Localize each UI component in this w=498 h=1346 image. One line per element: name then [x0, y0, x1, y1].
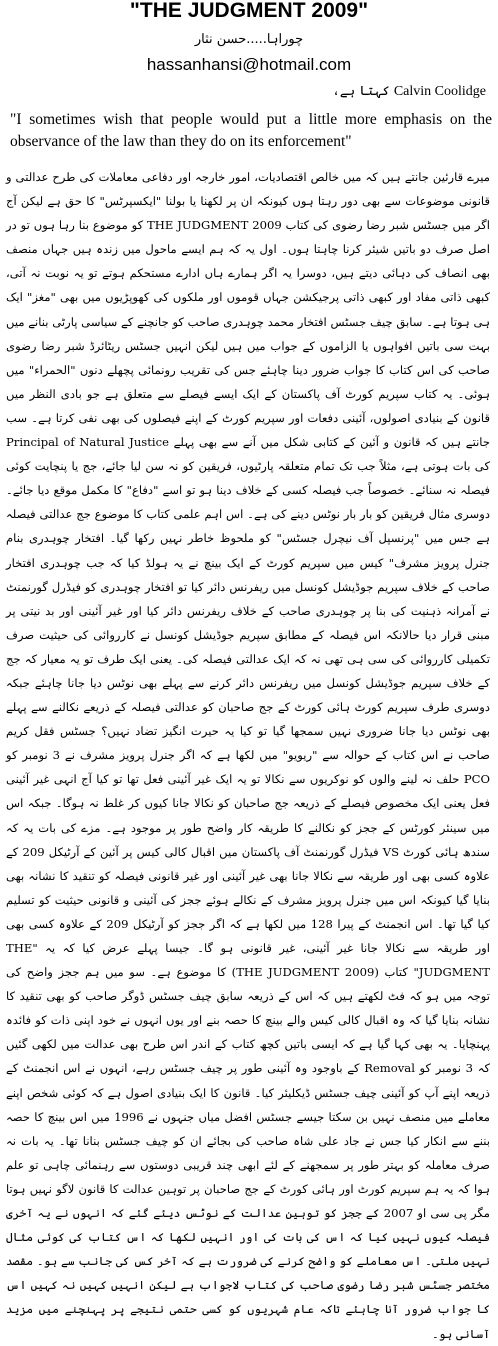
attribution-suffix: کہتا ہے،: [332, 84, 390, 99]
author-email[interactable]: hassanhansi@hotmail.com: [146, 55, 352, 74]
column-byline: چوراہا.....حسن نثار: [194, 32, 304, 47]
quoted-person-name: Calvin Coolidge: [393, 84, 486, 99]
opening-quote: "I sometimes wish that people would put a little more emphasis on the observance of the law than they do on its enforcement": [10, 111, 492, 150]
quote-attribution: [0, 83, 486, 101]
article-body: میرے قارئین جانتے ہیں کہ میں خالص اقتصادیات، امور خارجہ اور دفاعی معاملات کی طرح عدالتی و قانونی موضوعات سے بھی دور رہتا ہوں کیونکہ ان پر لکھنا یا بولنا "ایکسپرٹس" کا حق ہے لیکن آج اگر میں جسٹس شبر رضا رضوی کی کتاب THE JUDGMENT 2009 کو موضوع بنا رہا ہوں تو در اصل صرف دو باتیں شیئر کرنا چاہتا ہوں۔ اول یہ کہ ہم ایسے ماحول میں زندہ ہیں جہاں منصف بھی انصاف کی دہائی دیتے ہیں، دوسرا یہ اگر ہمارے ہاں ادارے مستحکم ہوتے تو یہ نوبت نہ آتی، کبھی ذاتی مفاد اور کبھی ذاتی پرجیکشن جہاں قوموں اور ملکوں کی کھوپڑیوں میں بھی "مغز" ایک ہی ہوتا ہے۔ سابق چیف جسٹس افتخار محمد چوہدری صاحب کو جانچنے کے سیاسی پارٹی بنانے میں بہت سی باتیں افواہوں یا الزاموں کے جواب میں ہیں لیکن انہیں جسٹس ریٹائرڈ شبر رضا رضوی صاحب کی اس کتاب کا جواب ضرور دینا چاہئے جس کی تقریب رونمائی پچھلے دنوں "الحمراء" میں ہوئی۔ یہ کتاب سپریم کورٹ آف پاکستان کے ایک ایسے فیصلے سے متعلق ہے جو بادی النظر میں قانون کے بنیادی اصولوں، آئینی دفعات اور سپریم کورٹ کے اپنے فیصلوں کی بھی نفی کرتا ہے۔ سب جانتے ہیں کہ قانون و آئین کے کتابی شکل میں آنے سے بھی پہلے Principal of Natural Justice کی بات ہوتی ہے، مثلاً جب تک تمام متعلقہ پارٹیوں، فریقین کو نہ سن لیا جائے، جج یا پنچایت کوئی فیصلہ نہ سنائے۔ خصوصاً جب فیصلہ کسی کے خلاف دینا ہو تو اسے "دفاع" کا مکمل موقع دیا جائے۔ دوسری مثال فریقین کو بار بار نوٹس دینے کی ہے۔ اس اہم علمی کتاب کا موضوع جج عدالتی فیصلہ ہے جس میں "پرنسپل آف نیچرل جسٹس" کو ملحوظ خاطر نہیں رکھا گیا۔ افتخار چوہدری بنام جنرل پرویز مشرف" کیس میں سپریم کورٹ کے ایک بینچ نے یہ ہولڈ کیا کہ جب چوہدری افتخار صاحب کے خلاف سپریم جوڈیشل کونسل میں ریفرنس دائر کیا تو افتخار چوہدری کو فیڈرل گورنمنٹ نے آمرانہ ذہنیت کی بنا پر چوہدری صاحب کے خلاف ریفرنس دائر کیا اور غیر آئینی اور بد نیتی پر مبنی قرار دیا حالانکہ اس فیصلہ کے مطابق سپریم جوڈیشل کونسل نے کارروائی کی حیثیت صرف تکمیلی کارروائی کی سی ہی تھی نہ کہ ایک عدالتی فیصلہ کی۔ یعنی ایک طرف تو یہ معیار کہ جج کے خلاف سپریم جوڈیشل کونسل میں ریفرنس دائر کرنے سے پہلے بھی نوٹس دیا جانا چاہئے جبکہ دوسری طرف سپریم کورٹ ہائی کورٹ کے جج صاحبان کو عدالتی فیصلہ کے ذریعے نکالنے سے پہلے بھی نوٹس دیا جانا ضروری نہیں سمجھا گیا تو کیا یہ حیرت انگیز تضاد نہیں؟ جسٹس فقل کریم صاحب نے اس کتاب کے حوالہ سے "ریویو" میں لکھا ہے کہ اگر جنرل پرویز مشرف نے 3 نومبر کو PCO حلف نہ لینے والوں کو نوکریوں سے نکالا تو یہ ایک غیر آئینی فعل تھا تو کیا آج انہی غیر آئینی فعل یعنی ایک مخصوص فیصلے کے ذریعہ جج صاحبان کو نکالا جانا کیوں کر غلط نہ ہوگا۔ جبکہ اس میں سینئر کورٹس کے ججز کو نکالنے کا طریقہ کار واضح طور پر موجود ہے۔ مزے کی بات یہ کہ سندھ ہائی کورٹ VS فیڈرل گورنمنٹ آف پاکستان میں اقبال کالی کیس پر آئین کے آرٹیکل 209 کے علاوہ کسی بھی اور طریقہ سے نکالا جانا بھی غیر آئینی اور غیر قانونی فیصلہ کو تنقید کا نشانہ بھی بنایا گیا کیونکہ اس میں جنرل پرویز مشرف کے نکالے ہوئے ججز کی آئینی و قانونی حیثیت کو تسلیم کیا گیا تھا۔ اس انجمنٹ کے پیرا 128 میں لکھا ہے کہ اگر ججز کو آرٹیکل 209 کے علاوہ کسی بھی اور طریقہ سے نکالا جانا غیر آئینی، غیر قانونی ہو گا۔ جیسا پہلے عرض کیا کہ یہ "THE JUDGMENT" کتاب (THE JUDGMENT 2009) کا موضوع ہے۔ سو میں ہم ججز واضح کی توجہ میں ہو کہ فٹ لکھتے ہیں کہ اس کے ذریعہ سابق چیف جسٹس ڈوگر صاحب کو بھی تنقید کا نشانہ بنایا گیا کہ وہ اقبال کالی کیس والے بینچ کا حصہ بنے اور یوں انہوں نے خود اپنی ذات کو فائدہ پہنچایا۔ یہ بھی کہا گیا ہے کہ ایسی باتیں کچھ کتاب کے اندر اس طرح بھی عدالت میں لکھی گئیں کہ 3 نومبر کو Removal کے باوجود وہ آئینی طور پر چیف جسٹس رہے، انہوں نے اس انجمنٹ کے ذریعہ اپنے آپ کو آئینی چیف جسٹس ڈیکلیئر کیا۔ قانون کا ایک بنیادی اصول ہے کہ کوئی شخص اپنے معاملے میں منصف نہیں بن سکتا جیسے جسٹس افضل میاں جنہوں نے 1996 میں اس بینچ کا حصہ بننے سے انکار کیا جس نے جاد علی شاہ صاحب کی بجائے ان کو چیف جسٹس بنانا تھا۔ یہ بات نہ صرف معاملہ کو بہتر طور پر سمجھنے کے لئے ابھی چند قریبی دوستوں سے رہنمائی چاہی تو علم ہوا کہ یہ ہم سپریم کورٹ اور ہائی کورٹ کے جج صاحبان پر توہین عدالت کا قانون لاگو نہیں ہوتا مگر پی سی او 2007 کے ججز کو توہین عدالت کے نوٹس دیئے گئے کہ انہوں نے یہ آخری فیصلہ کیوں نہیں کیا کہ اس کی بات کی اور انہیں لکھا کہ اس کتاب کی کوئی مثال نہیں ملتی۔ اس معاملے کو واضح کرنے کی ضرورت ہے کہ آخر کس کی جانب سے ہو۔ مقصد مختصر جسٹس شبر رضا رضوی صاحب کی کتاب لاجواب ہے لیکن انہیں کہیں نہ کہیں اس کا جواب ضرور آنا چاہئے تاکہ عام شہریوں کو کسی حتمی نتیجے پر پہنچنے میں مزید آسانی ہو۔: [6, 170, 491, 1341]
article-title: "THE JUDGMENT 2009": [129, 0, 369, 22]
